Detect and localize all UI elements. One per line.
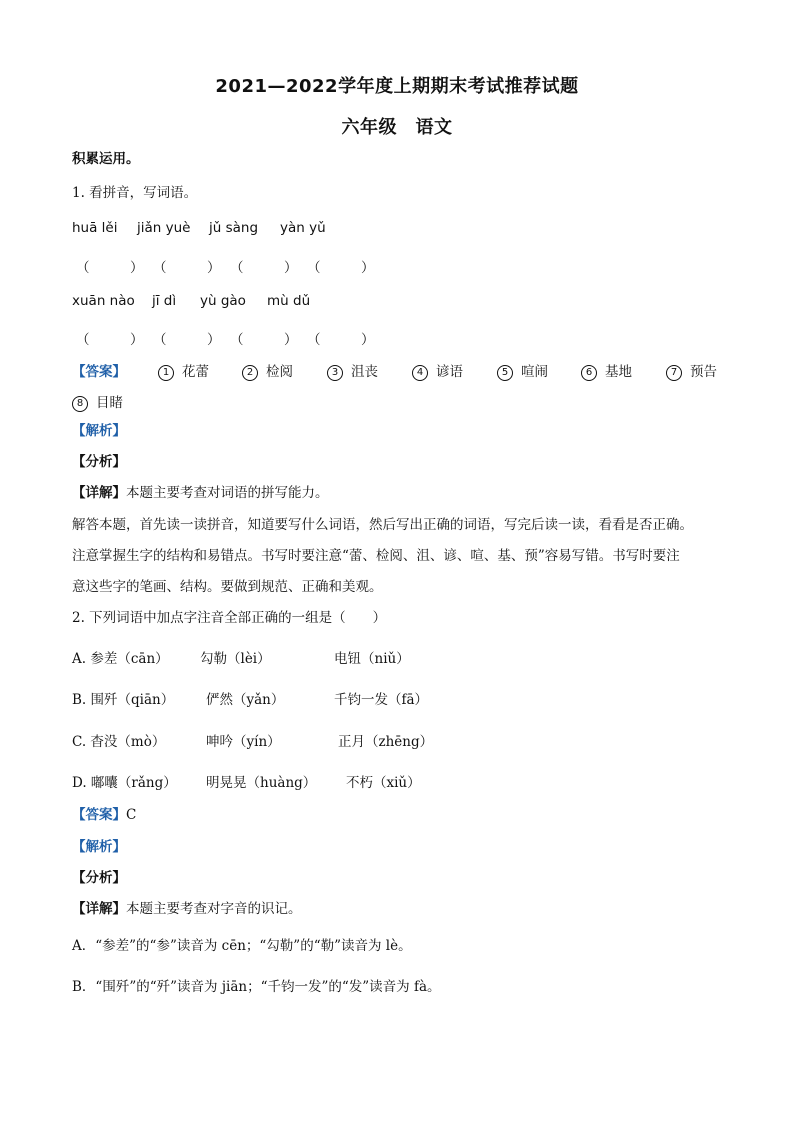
pinyin-item: mù dǔ (267, 293, 311, 309)
answer-blank: （ ） (307, 260, 375, 276)
analysis-tag: 【解析】 (72, 423, 126, 439)
analysis-tag: 【解析】 (72, 839, 126, 855)
circled-number-icon: 8 (72, 396, 88, 412)
question-2-stem: 2. 下列词语中加点字注音全部正确的一组是（ ） (72, 610, 387, 626)
explanation-line-a: A．“参差”的“参”读音为 cēn；“勾勒”的“勒”读音为 lè。 (72, 938, 412, 954)
answer-item: 5 喧闹 (497, 360, 548, 381)
circled-number-icon: 5 (497, 365, 513, 381)
circled-number-icon: 2 (242, 365, 258, 381)
pinyin-item: jǔ sàng (209, 220, 259, 236)
circled-number-icon: 3 (327, 365, 343, 381)
pinyin-item: jī dì (152, 293, 177, 309)
answer-blank: （ ） (76, 260, 144, 276)
detail-line: 【详解】本题主要考查对字音的识记。 (72, 901, 302, 917)
pinyin-item: yù gào (200, 293, 246, 309)
pinyin-item: xuān nào (72, 293, 135, 309)
circled-number-icon: 7 (666, 365, 682, 381)
pinyin-item: yàn yǔ (280, 220, 326, 236)
answer-value: C (126, 807, 137, 823)
circled-number-icon: 1 (158, 365, 174, 381)
answer-blank: （ ） (76, 332, 144, 348)
pinyin-item: jiǎn yuè (137, 220, 191, 236)
document-page: 2021—2022学年度上期期末考试推荐试题 六年级 语文 积累运用。 1. 看拼音，写词语。 huā lěi jiǎn yuè jǔ sàng yàn yǔ （ ） （ ） （ ） （ ） xuān nào jī dì yù gào mù dǔ （ ） （ ） （ ） （ ） 【答案】 1 花蕾 2 检阅 3 沮丧 4 谚语 5 喧闹 6 基地 7 预告 8 目睹 【解析】 【分析】 【详解】本题主要考查对词语的拼写能力。 解答本题，首先读一读拼音，知道要写什么词语，然后写出正确的词语，写完后读一读，看看是否正确。 注意掌握生字的结构和易错点。书写时要注意“蕾、检阅、沮、谚、喧、基、预”容易写错。书写时要注 意这些字的笔画、结构。要做到规范、正确和美观。 2. 下列词语中加点字注音全部正确的一组是（ ） A. 参差（cān） 勾勒（lèi） 电钮（niǔ） B. 围歼（qiān） 俨然（yǎn） 千钧一发（fā） C. 杳没（mò） 呻吟（yín） 正月（zhēng） D. 嘟囔（rǎng） 明晃晃（huàng） 不朽（xiǔ） 【答案】C 【解析】 【分析】 【详解】本题主要考查对字音的识记。 A．“参差”的“参”读音为 cēn；“勾勒”的“勒”读音为 lè。 B．“围歼”的“歼”读音为 jiān；“千钧一发”的“发”读音为 fà。 (0, 0, 794, 1123)
explanation-paragraph: 注意掌握生字的结构和易错点。书写时要注意“蕾、检阅、沮、谚、喧、基、预”容易写错。书写时要注 (72, 548, 680, 564)
answer-blank: （ ） (230, 332, 298, 348)
explanation-line-b: B．“围歼”的“歼”读音为 jiān；“千钧一发”的“发”读音为 fà。 (72, 979, 441, 995)
answer-blank: （ ） (307, 332, 375, 348)
document-title: 2021—2022学年度上期期末考试推荐试题 (215, 76, 579, 97)
explanation-paragraph: 解答本题，首先读一读拼音，知道要写什么词语，然后写出正确的词语，写完后读一读，看看是否正确。 (72, 517, 693, 533)
q2-answer-line (72, 806, 136, 824)
answer-tag: 【答案】 (72, 364, 126, 380)
answer-blank: （ ） (153, 260, 221, 276)
explanation-paragraph: 意这些字的笔画、结构。要做到规范、正确和美观。 (72, 579, 383, 595)
answer-item: 6 基地 (581, 360, 632, 381)
detail-line: 【详解】本题主要考查对词语的拼写能力。 (72, 485, 329, 501)
answer-blank: （ ） (153, 332, 221, 348)
answer-blank: （ ） (230, 260, 298, 276)
answer-item: 1 花蕾 (158, 360, 209, 381)
answer-item: 7 预告 (666, 360, 717, 381)
answer-item: 8 目睹 (72, 391, 123, 412)
circled-number-icon: 6 (581, 365, 597, 381)
answer-item: 4 谚语 (412, 360, 463, 381)
answer-item: 2 检阅 (242, 360, 293, 381)
section-label: 积累运用。 (72, 151, 140, 167)
answer-item: 3 沮丧 (327, 360, 378, 381)
question-1-stem: 1. 看拼音，写词语。 (72, 185, 198, 201)
fenxi-tag: 【分析】 (72, 454, 126, 470)
circled-number-icon: 4 (412, 365, 428, 381)
document-subtitle: 六年级 语文 (341, 117, 453, 138)
fenxi-tag: 【分析】 (72, 870, 126, 886)
pinyin-item: huā lěi (72, 220, 118, 236)
answer-tag: 【答案】 (72, 807, 126, 823)
